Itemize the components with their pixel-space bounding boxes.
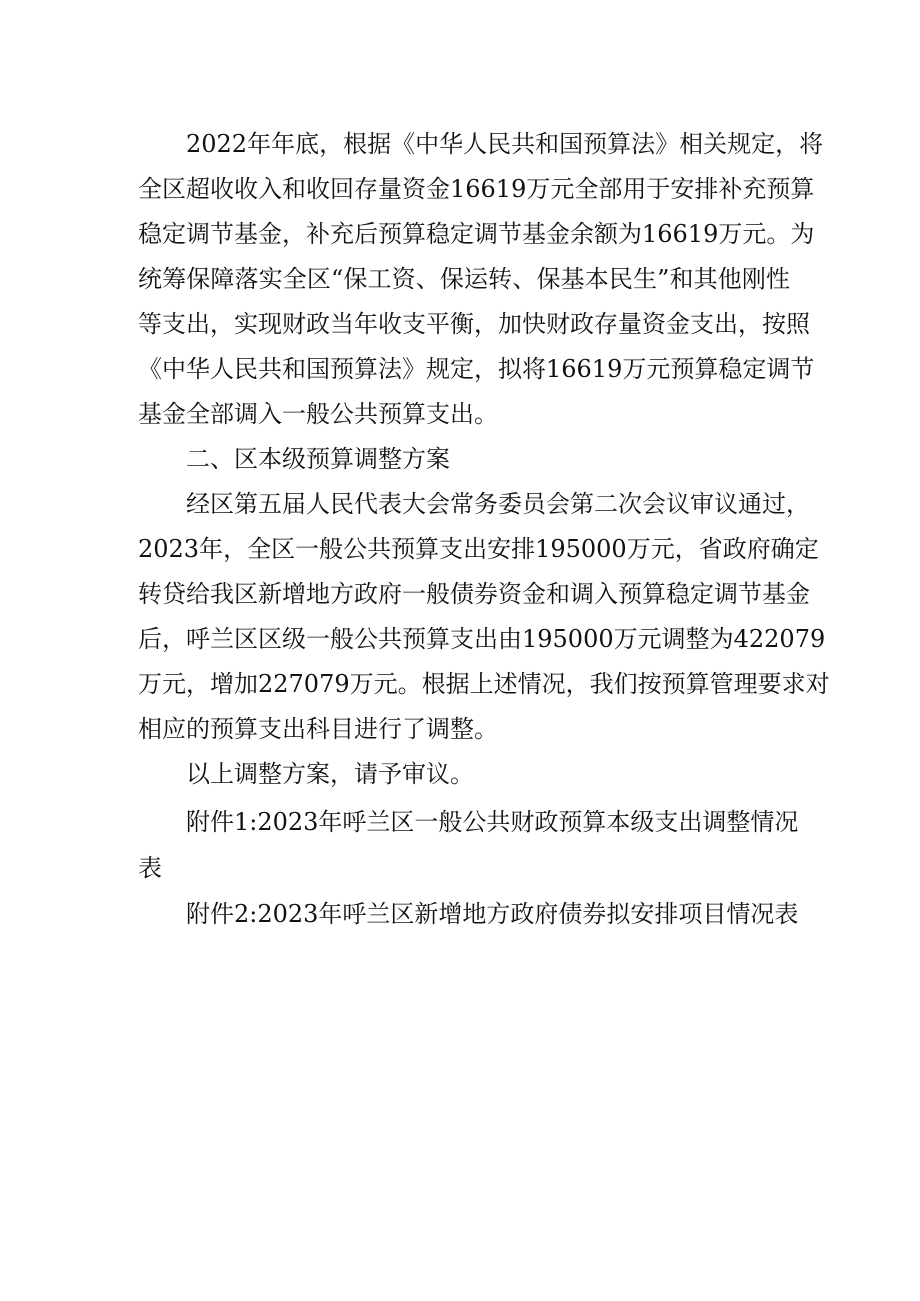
paragraph-line: 稳定调节基金，补充后预算稳定调节基金余额为16619万元。为 — [138, 220, 815, 248]
paragraph-line: 经区第五届人民代表大会常务委员会第二次会议审议通过， — [186, 490, 810, 518]
paragraph-line: 2023年，全区一般公共预算支出安排195000万元，省政府确定 — [138, 535, 819, 563]
paragraph-line: 等支出，实现财政当年收支平衡，加快财政存量资金支出，按照 — [138, 310, 810, 338]
paragraph-line: 统筹保障落实全区“保工资、保运转、保基本民生”和其他刚性 — [138, 265, 790, 293]
paragraph-line: 万元，增加227079万元。根据上述情况，我们按预算管理要求对 — [138, 670, 830, 698]
attachment-line: 表 — [138, 854, 162, 882]
section-heading: 二、区本级预算调整方案 — [186, 445, 450, 473]
paragraph-line: 基金全部调入一般公共预算支出。 — [138, 400, 498, 428]
paragraph-line: 2022年年底，根据《中华人民共和国预算法》相关规定，将 — [186, 130, 824, 158]
attachment-line: 附件1:2023年呼兰区一般公共财政预算本级支出调整情况 — [186, 808, 799, 836]
paragraph-line: 《中华人民共和国预算法》规定，拟将16619万元预算稳定调节 — [138, 355, 815, 383]
closing-request: 以上调整方案，请予审议。 — [186, 760, 474, 788]
paragraph-line: 相应的预算支出科目进行了调整。 — [138, 715, 498, 743]
paragraph-line: 转贷给我区新增地方政府一般债券资金和调入预算稳定调节基金 — [138, 580, 810, 608]
paragraph-line: 全区超收收入和收回存量资金16619万元全部用于安排补充预算 — [138, 175, 815, 203]
attachment-2: 附件2:2023年呼兰区新增地方政府债券拟安排项目情况表 — [186, 900, 799, 928]
paragraph-line: 后，呼兰区区级一般公共预算支出由195000万元调整为422079 — [138, 625, 826, 653]
